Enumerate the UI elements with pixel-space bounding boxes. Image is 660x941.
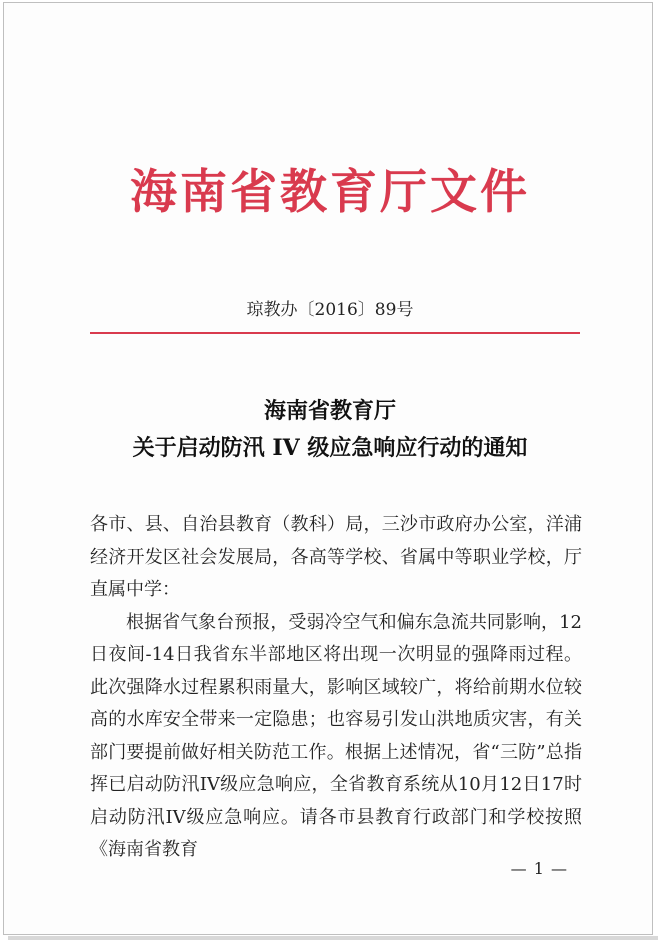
body-paragraph: 根据省气象台预报，受弱冷空气和偏东急流共同影响，12日夜间-14日我省东半部地区将出现一次明显的强降雨过程。此次强降水过程累积雨量大，影响区域较广，将给前期水位较高的水库安全带来一定隐患；也容易引发山洪地质灾害，有关部门要提前做好相关防范工作。根据上述情况，省“三防”总指挥已启动防汛IV级应急响应，全省教育系统从10月12日17时启动防汛IV级应急响应。请各市县教育行政部门和学校按照《海南省教育: [90, 611, 582, 860]
red-divider-line: [90, 332, 580, 334]
addressees-paragraph: 各市、县、自治县教育（教科）局，三沙市政府办公室，洋浦经济开发区社会发展局，各高等学校、省属中等职业学校，厅直属中学：: [90, 514, 582, 600]
issuer-document-title: 海南省教育厅文件: [130, 165, 530, 220]
notice-title-issuer: 海南省教育厅: [263, 398, 396, 424]
document-body: [90, 509, 582, 867]
notice-title-subject: 关于启动防汛 IV 级应急响应行动的通知: [132, 435, 528, 461]
page-number: — 1 —: [510, 859, 568, 878]
document-number: 琼教办〔2016〕89号: [246, 300, 414, 320]
